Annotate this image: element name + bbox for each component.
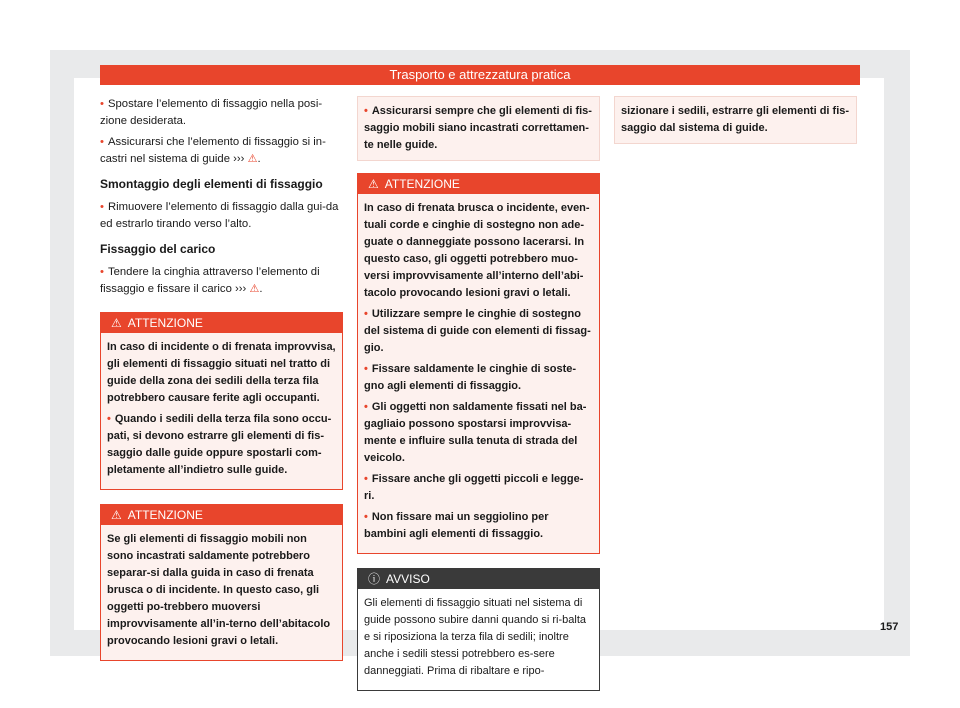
column-1 bbox=[100, 96, 343, 675]
warning-text: Se gli elementi di fissaggio mobili non sono incastrati saldamente potrebbero separar-si dalla guida in caso di frenata brusca o di incidente. In questo caso, gli oggetti po-trebbero muoversi improvvisamente all’in-terno dell’abitacolo provocando lesioni gravi o letali. bbox=[107, 533, 331, 647]
warning-triangle-icon: ⚠ bbox=[368, 177, 379, 191]
list-item bbox=[364, 361, 593, 395]
bullet-icon: • bbox=[100, 98, 104, 110]
warning-box-body bbox=[101, 525, 342, 660]
subheading: Smontaggio degli elementi di fissaggio bbox=[100, 177, 323, 191]
list-item-text: Non fissare mai un seggiolino per bambini agli elementi di fissaggio. bbox=[364, 511, 549, 540]
warning-box bbox=[100, 312, 343, 490]
list-item-text: Gli oggetti non saldamente fissati nel ba-gagliaio possono spostarsi improvvisa-mente e influire sulla tenuta di strada del veicolo. bbox=[364, 401, 587, 464]
list-item bbox=[364, 509, 593, 543]
list-item-text: Spostare l’elemento di fissaggio nella posi-zione desiderata. bbox=[100, 98, 323, 127]
list-item-text: Utilizzare sempre le cinghie di sostegno del sistema di guide con elementi di fissag-gio. bbox=[364, 308, 591, 354]
warning-box-header bbox=[101, 505, 342, 525]
warning-triangle-icon: ⚠ bbox=[249, 283, 260, 295]
warning-box-body bbox=[358, 194, 599, 553]
warning-title: ATTENZIONE bbox=[127, 316, 203, 330]
list-item-text: Assicurarsi sempre che gli elementi di fis-saggio mobili siano incastrati correttamen-te nelle guide. bbox=[364, 105, 592, 151]
list-item bbox=[100, 199, 343, 233]
list-item-text: Fissare saldamente le cinghie di soste-gno agli elementi di fissaggio. bbox=[364, 363, 577, 392]
page-number: 157 bbox=[880, 621, 899, 633]
list-item-text: Quando i sedili della terza fila sono occu-pati, si devono estrarre gli elementi di fis-saggio dalle guide oppure spostarli com-pletamente all’indietro sulle guide. bbox=[107, 413, 332, 476]
cross-ref-arrow-icon[interactable]: ››› bbox=[235, 283, 247, 295]
warning-box bbox=[357, 173, 600, 554]
list-item bbox=[364, 399, 593, 467]
notice-text: sizionare i sedili, estrarre gli elementi di fis-saggio dal sistema di guide. bbox=[621, 105, 850, 134]
list-item bbox=[364, 471, 593, 505]
list-item bbox=[364, 306, 593, 357]
bullet-icon: • bbox=[364, 473, 368, 485]
warning-title: ATTENZIONE bbox=[384, 177, 460, 191]
section-header: Trasporto e attrezzatura pratica bbox=[100, 65, 860, 85]
bullet-icon: • bbox=[107, 413, 111, 425]
warning-text: In caso di frenata brusca o incidente, even-tuali corde e cinghie di sostegno non ade-guate o danneggiate possono lacerarsi. In questo caso, gli oggetti potrebbero muo-versi improvvisamente all’interno dell’abi-tacolo provocando lesioni gravi o letali. bbox=[364, 202, 590, 299]
warning-text: In caso di incidente o di frenata improvvisa, gli elementi di fissaggio situati nel tratto di guide della zona dei sedili della terza fila potrebbero causare ferite agli occupanti. bbox=[107, 341, 336, 404]
notice-box-body bbox=[358, 589, 599, 690]
warning-box-body bbox=[101, 333, 342, 489]
cross-ref-arrow-icon[interactable]: ››› bbox=[233, 153, 245, 165]
list-item-text: Fissare anche gli oggetti piccoli e legge-ri. bbox=[364, 473, 584, 502]
bullet-icon: • bbox=[364, 511, 368, 523]
list-item-text: Rimuovere l’elemento di fissaggio dalla gui-da ed estrarlo tirando verso l’alto. bbox=[100, 201, 339, 230]
column-2 bbox=[357, 96, 600, 705]
list-item: • Tendere la cinghia attraverso l’elemento di fissaggio e fissare il carico ››› ⚠. bbox=[100, 266, 320, 295]
list-item: • Assicurarsi che l’elemento di fissaggio si in-castri nel sistema di guide ››› ⚠. bbox=[100, 136, 326, 165]
list-item bbox=[107, 411, 336, 479]
warning-box-header bbox=[101, 313, 342, 333]
column-3 bbox=[614, 96, 857, 144]
warning-box-header bbox=[358, 174, 599, 194]
notice-text: Gli elementi di fissaggio situati nel sistema di guide possono subire danni quando si ri-balta e si riposiziona la terza fila di sedili; inoltre anche i sedili stessi potrebbero es-sere danneggiati. Prima di ribaltare e ripo- bbox=[364, 597, 586, 677]
warning-box bbox=[100, 504, 343, 661]
notice-box bbox=[357, 568, 600, 691]
notice-title: AVVISO bbox=[386, 572, 430, 586]
warning-title: ATTENZIONE bbox=[127, 508, 203, 522]
list-item-text: Assicurarsi che l’elemento di fissaggio si in-castri nel sistema di guide bbox=[100, 136, 326, 165]
warning-triangle-icon: ⚠ bbox=[111, 316, 122, 330]
bullet-icon: • bbox=[364, 363, 368, 375]
bullet-icon: • bbox=[100, 136, 104, 148]
warning-continuation bbox=[357, 96, 600, 161]
list-item bbox=[100, 96, 343, 130]
bullet-icon: • bbox=[364, 308, 368, 320]
bullet-icon: • bbox=[100, 266, 104, 278]
notice-continuation bbox=[614, 96, 857, 144]
bullet-icon: • bbox=[100, 201, 104, 213]
bullet-icon: • bbox=[364, 105, 368, 117]
warning-triangle-icon: ⚠ bbox=[111, 508, 122, 522]
bullet-icon: • bbox=[364, 401, 368, 413]
warning-triangle-icon: ⚠ bbox=[247, 153, 258, 165]
list-item-text: Tendere la cinghia attraverso l’elemento di fissaggio e fissare il carico bbox=[100, 266, 320, 295]
subheading: Fissaggio del carico bbox=[100, 242, 216, 256]
info-circle-icon: ⓘ bbox=[368, 572, 381, 586]
notice-box-header bbox=[358, 569, 599, 589]
